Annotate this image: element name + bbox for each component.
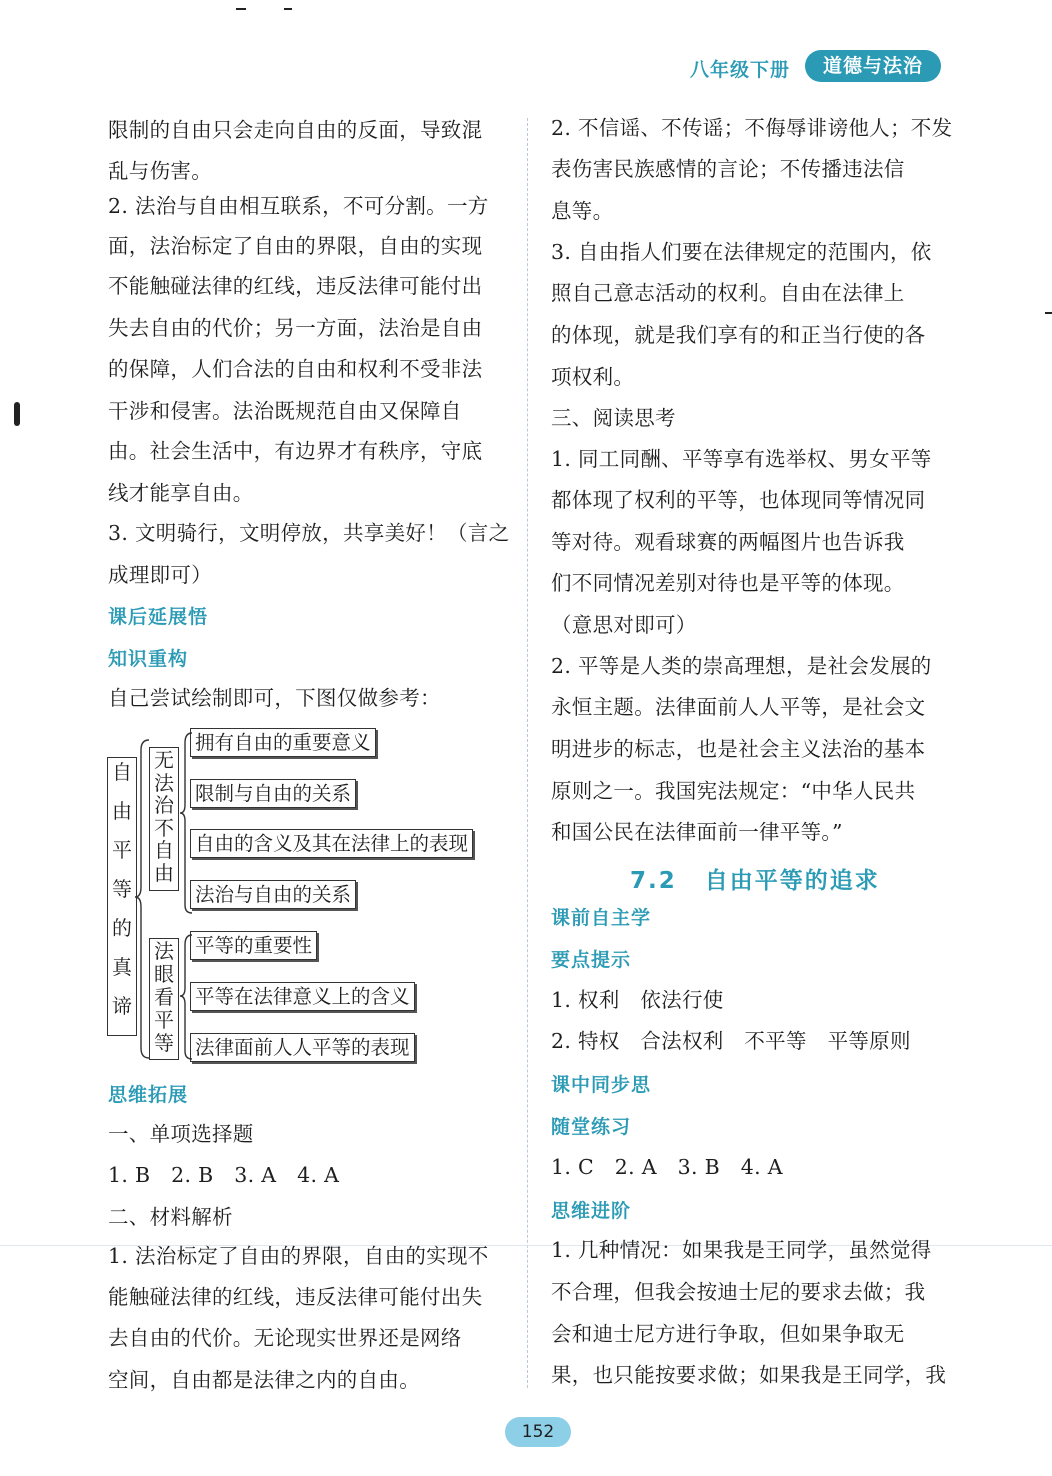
text-line: 果，也只能按要求做；如果我是王同学，我 (551, 1363, 947, 1387)
text-line: 干涉和侵害。法治既规范自由又保障自 (108, 399, 462, 423)
text-line: 能触碰法律的红线，违反法律可能付出失 (108, 1285, 483, 1309)
mindmap-branch-char: 等 (154, 1031, 174, 1055)
text-line: 乱与伤害。 (108, 159, 212, 183)
mindmap-leaf: 平等的重要性 (190, 931, 317, 960)
heading-key-points: 要点提示 (551, 949, 632, 971)
text-line: 永恒主题。法律面前人人平等，是社会文 (551, 695, 926, 719)
text-line: 2. 平等是人类的崇高理想，是社会发展的 (551, 654, 932, 678)
mindmap-root-char: 谛 (112, 994, 132, 1018)
text-line: 不合理，但我会按迪士尼的要求去做；我 (551, 1280, 926, 1304)
mindmap-branch-equality (149, 938, 179, 1060)
text-line: 去自由的代价。无论现实世界还是网络 (108, 1326, 462, 1350)
text-line: 原则之一。我国宪法规定：“中华人民共 (551, 779, 916, 803)
text-line: 等对待。观看球赛的两幅图片也告诉我 (551, 530, 905, 554)
mindmap-branch-char: 平 (154, 1008, 174, 1032)
text-line: 1. 同工同酬、平等享有选举权、男女平等 (551, 447, 932, 471)
text-line: 的体现，就是我们享有的和正当行使的各 (551, 323, 926, 347)
section-number: 7.2 (630, 868, 677, 894)
text-line: 2. 法治与自由相互联系，不可分割。一方 (108, 194, 489, 218)
page-number: 152 (505, 1417, 571, 1447)
text-line: 限制的自由只会走向自由的反面，导致混 (108, 118, 483, 142)
text-line: 照自己意志活动的权利。自由在法律上 (551, 281, 905, 305)
text-line: 线才能享自由。 (108, 481, 254, 505)
key-point: 2. 特权 合法权利 不平等 平等原则 (551, 1029, 911, 1053)
header-grade: 八年级下册 (690, 59, 791, 81)
text-line: 会和迪士尼方进行争取，但如果争取无 (551, 1322, 905, 1346)
mindmap-branch-char: 由 (154, 860, 174, 885)
heading-in-class: 课中同步思 (551, 1074, 652, 1096)
section-title (630, 862, 880, 895)
text-line: 面，法治标定了自由的界限，自由的实现 (108, 234, 483, 258)
mindmap-root-char: 的 (112, 916, 132, 940)
heading-after-class: 课后延展悟 (108, 606, 209, 628)
mindmap-leaf: 限制与自由的关系 (190, 779, 356, 808)
mindmap-leaf: 法治与自由的关系 (190, 880, 356, 909)
text-line: 成理即可） (108, 563, 212, 587)
mindmap-leaf: 拥有自由的重要意义 (190, 728, 376, 757)
mindmap-leaf: 平等在法律意义上的含义 (190, 982, 415, 1011)
mindmap-branch-char: 治 (154, 793, 174, 817)
mindmap-root-char: 等 (112, 877, 132, 901)
mindmap-root-char: 由 (112, 799, 132, 823)
mindmap-root-char: 平 (112, 838, 132, 862)
text-line: 空间，自由都是法律之内的自由。 (108, 1368, 420, 1392)
heading-knowledge: 知识重构 (108, 648, 189, 670)
text-line: 3. 自由指人们要在法律规定的范围内，依 (551, 240, 932, 264)
mindmap-branch-char: 法 (154, 770, 174, 795)
text-line: 们不同情况差别对待也是平等的体现。 (551, 571, 905, 595)
section-title-text: 自由平等的追求 (704, 868, 880, 894)
mindmap-root-char: 真 (112, 955, 132, 979)
text-line: 息等。 (551, 199, 614, 223)
mindmap-leaf: 法律面前人人平等的表现 (190, 1033, 415, 1062)
heading-before-class: 课前自主学 (551, 907, 652, 929)
mindmap-root-char: 自 (112, 760, 132, 784)
text-line: 3. 文明骑行，文明停放，共享美好！（言之 (108, 521, 510, 545)
mindmap-leaf: 自由的含义及其在法律上的表现 (190, 829, 473, 858)
mindmap-branch-char: 不 (154, 815, 174, 840)
text-line: 表伤害民族感情的言论；不传播违法信 (551, 157, 905, 181)
text-line: 都体现了权利的平等，也体现同等情况同 (551, 488, 926, 512)
text-line: 不能触碰法律的红线，违反法律可能付出 (108, 274, 483, 298)
subheading-reading: 三、阅读思考 (551, 406, 676, 430)
mindmap-branch-char: 自 (154, 838, 174, 862)
text-line: 1. 法治标定了自由的界限，自由的实现不 (108, 1244, 489, 1268)
mindmap-branch-char: 眼 (154, 962, 174, 986)
answers-practice: 1. C 2. A 3. B 4. A (551, 1155, 783, 1179)
mindmap-branch-char: 无 (154, 748, 174, 772)
subheading-material: 二、材料解析 (108, 1205, 233, 1229)
text-line: （意思对即可） (551, 613, 697, 637)
key-point: 1. 权利 依法行使 (551, 988, 724, 1012)
subheading-single-choice: 一、单项选择题 (108, 1122, 254, 1146)
answers-single-choice: 1. B 2. B 3. A 4. A (108, 1163, 340, 1187)
mindmap-intro: 自己尝试绘制即可，下图仅做参考： (108, 686, 441, 710)
header-subject-badge: 道德与法治 (805, 50, 941, 82)
heading-advance: 思维进阶 (551, 1200, 632, 1222)
mindmap-branch-char: 看 (154, 985, 174, 1009)
text-line: 由。社会生活中，有边界才有秩序，守底 (108, 439, 483, 463)
mindmap-branch-freedom (149, 747, 179, 891)
text-line: 项权利。 (551, 365, 635, 389)
text-line: 失去自由的代价；另一方面，法治是自由 (108, 316, 483, 340)
text-line: 2. 不信谣、不传谣；不侮辱诽谤他人；不发 (551, 116, 953, 140)
text-line: 和国公民在法律面前一律平等。” (551, 820, 843, 844)
heading-thinking: 思维拓展 (108, 1084, 189, 1106)
heading-practice: 随堂练习 (551, 1116, 632, 1138)
text-line: 的保障，人们合法的自由和权利不受非法 (108, 357, 483, 381)
text-line: 1. 几种情况：如果我是王同学，虽然觉得 (551, 1238, 932, 1262)
text-line: 明进步的标志，也是社会主义法治的基本 (551, 737, 926, 761)
mindmap-branch-char: 法 (154, 939, 174, 963)
